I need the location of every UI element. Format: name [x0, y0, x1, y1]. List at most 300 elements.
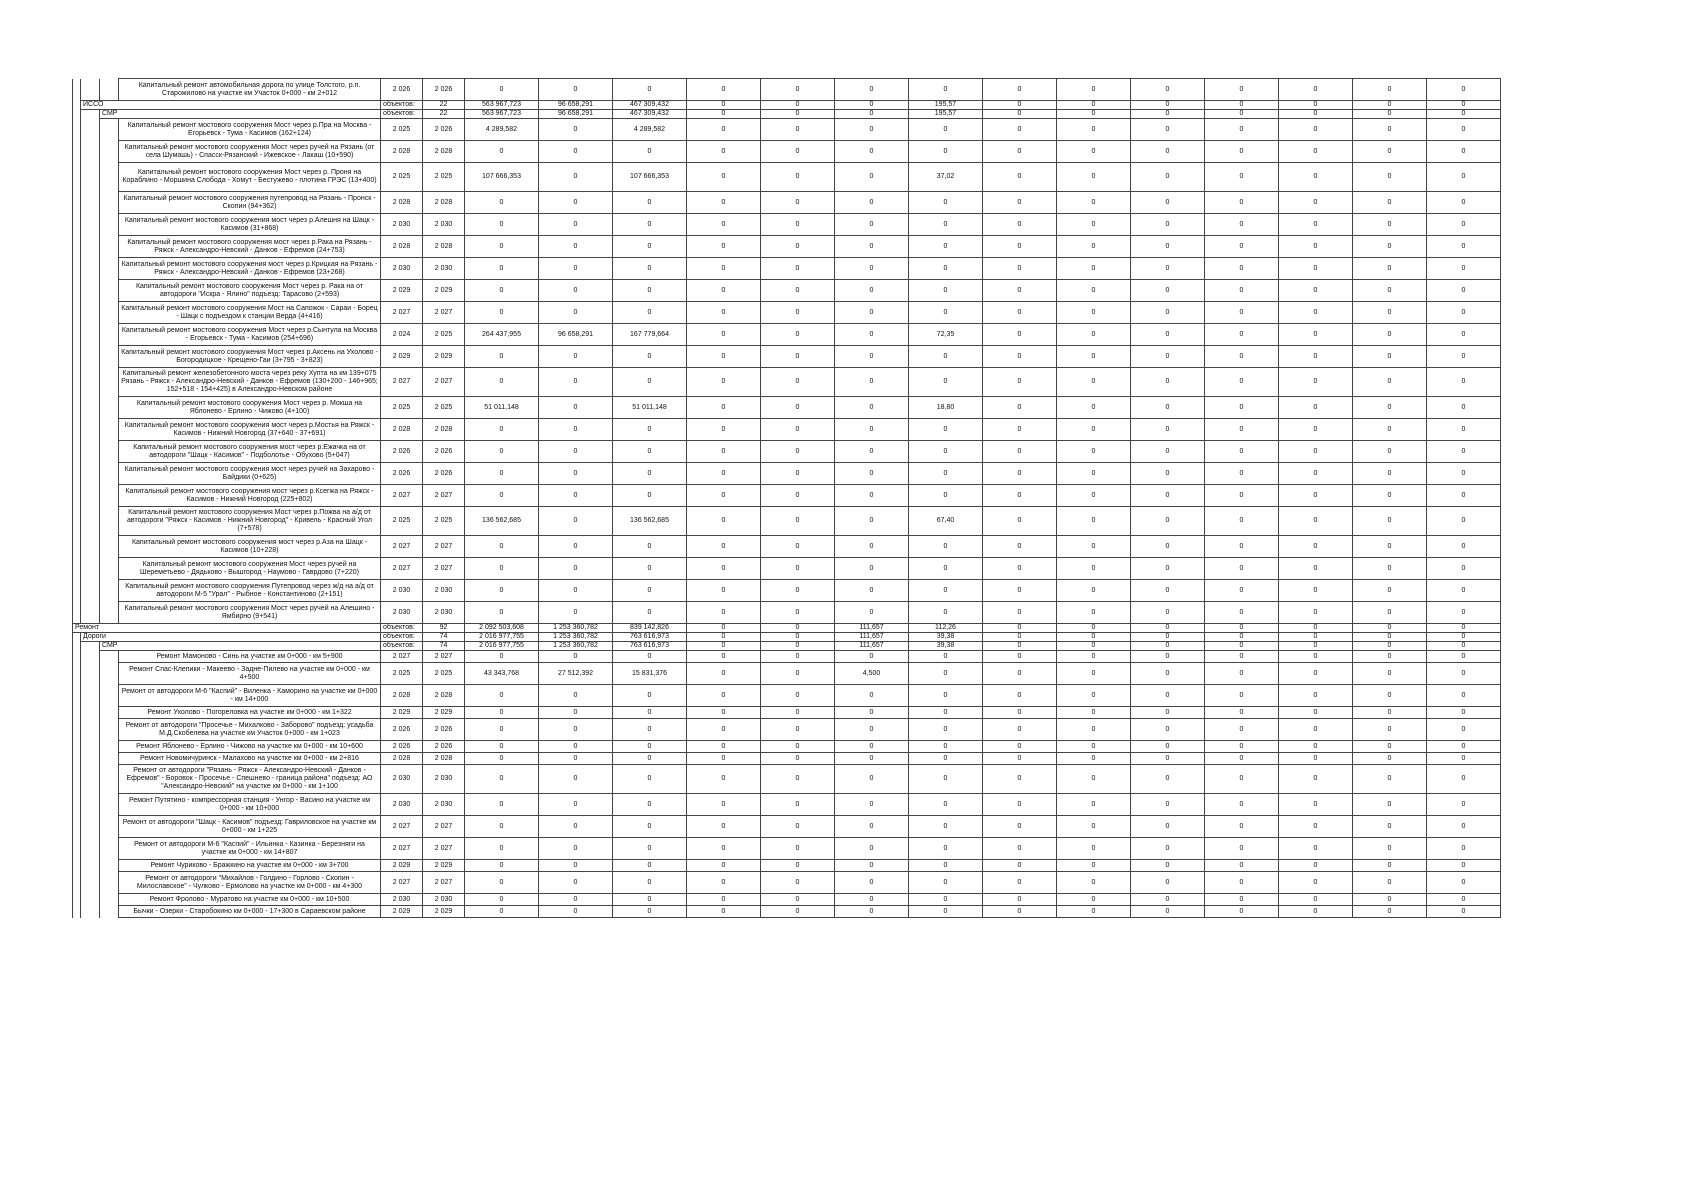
- numeric-cell: 0: [909, 463, 983, 485]
- numeric-cell: 0: [1427, 580, 1501, 602]
- numeric-cell: 0: [1427, 441, 1501, 463]
- numeric-cell: 0: [1205, 324, 1279, 346]
- numeric-cell: 0: [835, 651, 909, 663]
- numeric-cell: 0: [687, 872, 761, 894]
- numeric-cell: 0: [539, 794, 613, 816]
- numeric-cell: 0: [1131, 507, 1205, 536]
- numeric-cell: 0: [1057, 463, 1131, 485]
- numeric-cell: 4 289,582: [465, 119, 539, 141]
- numeric-cell: 0: [909, 280, 983, 302]
- numeric-cell: 0: [613, 872, 687, 894]
- numeric-cell: 0: [539, 651, 613, 663]
- numeric-cell: 0: [983, 894, 1057, 906]
- numeric-cell: 0: [1057, 302, 1131, 324]
- outline-gutter: [100, 258, 119, 280]
- object-name-cell: Капитальный ремонт железобетонного моста через реку Хупта на км 139+075 Рязань - Ряжск - Александро-Невский - Данков - Ефремов (130+200 - 146+965; 152+518 - 154+425) в Александро-Невском районе: [119, 368, 381, 397]
- numeric-cell: 0: [465, 485, 539, 507]
- numeric-cell: 0: [835, 192, 909, 214]
- object-name-cell: Ремонт Спас-Клепики - Макеево - Задне-Пилево на участке км 0+000 - км 4+500: [119, 663, 381, 685]
- numeric-cell: 0: [835, 101, 909, 110]
- objects-label: объектов:: [381, 101, 423, 110]
- numeric-cell: 0: [983, 441, 1057, 463]
- numeric-cell: 0: [1279, 79, 1353, 101]
- outline-gutter: [100, 441, 119, 463]
- year-cell: 2 025: [381, 163, 423, 192]
- numeric-cell: 0: [909, 79, 983, 101]
- numeric-cell: 0: [761, 906, 835, 918]
- numeric-cell: 0: [1279, 258, 1353, 280]
- numeric-cell: 0: [1279, 324, 1353, 346]
- numeric-cell: 0: [1427, 119, 1501, 141]
- outline-gutter: [81, 765, 100, 794]
- numeric-cell: 0: [539, 441, 613, 463]
- object-name-cell: Капитальный ремонт мостового сооружения Мост через р.Пожва на а/д от автодороги "Ряжск - Касимов - Нижний Новгород" - Кривель - Красный Угол (7+578): [119, 507, 381, 536]
- numeric-cell: 0: [1427, 280, 1501, 302]
- numeric-cell: 0: [1427, 558, 1501, 580]
- numeric-cell: 0: [1427, 860, 1501, 872]
- outline-gutter: [81, 558, 100, 580]
- numeric-cell: 0: [1427, 419, 1501, 441]
- group-label: СМР: [100, 642, 381, 651]
- outline-gutter: [100, 536, 119, 558]
- numeric-cell: 0: [1205, 872, 1279, 894]
- numeric-cell: 0: [1131, 633, 1205, 642]
- numeric-cell: 0: [1057, 368, 1131, 397]
- numeric-cell: 0: [1279, 536, 1353, 558]
- numeric-cell: 0: [1131, 602, 1205, 624]
- numeric-cell: 0: [1205, 624, 1279, 633]
- numeric-cell: 0: [1131, 663, 1205, 685]
- table-body: [73, 79, 1501, 918]
- year-cell: 2 030: [381, 894, 423, 906]
- object-name-cell: Ремонт Яблонево - Ерлино - Чижово на участке км 0+000 - км 10+600: [119, 741, 381, 753]
- outline-gutter: [100, 119, 119, 141]
- year-cell: 2 027: [381, 302, 423, 324]
- numeric-cell: 39,38: [909, 642, 983, 651]
- numeric-cell: 0: [835, 302, 909, 324]
- numeric-cell: 0: [1205, 302, 1279, 324]
- outline-gutter: [73, 368, 81, 397]
- numeric-cell: 0: [1205, 765, 1279, 794]
- numeric-cell: 74: [423, 633, 465, 642]
- numeric-cell: 0: [1057, 141, 1131, 163]
- numeric-cell: 0: [761, 580, 835, 602]
- numeric-cell: 0: [1057, 441, 1131, 463]
- outline-gutter: [100, 397, 119, 419]
- year-cell: 2 030: [381, 794, 423, 816]
- outline-gutter: [73, 192, 81, 214]
- numeric-cell: 0: [983, 651, 1057, 663]
- outline-gutter: [73, 558, 81, 580]
- numeric-cell: 0: [1427, 651, 1501, 663]
- year-cell: 2 029: [381, 346, 423, 368]
- numeric-cell: 0: [761, 602, 835, 624]
- numeric-cell: 0: [1353, 894, 1427, 906]
- numeric-cell: 0: [465, 141, 539, 163]
- numeric-cell: 0: [613, 258, 687, 280]
- year-cell: 2 027: [381, 872, 423, 894]
- year-cell: 2 026: [381, 719, 423, 741]
- year-cell: 2 025: [381, 507, 423, 536]
- year-cell: 2 028: [423, 753, 465, 765]
- numeric-cell: 0: [465, 602, 539, 624]
- numeric-cell: 0: [761, 236, 835, 258]
- outline-gutter: [81, 794, 100, 816]
- numeric-cell: 0: [909, 838, 983, 860]
- numeric-cell: 0: [539, 838, 613, 860]
- numeric-cell: 0: [613, 685, 687, 707]
- numeric-cell: 0: [465, 860, 539, 872]
- numeric-cell: 0: [983, 324, 1057, 346]
- outline-gutter: [73, 536, 81, 558]
- numeric-cell: 0: [761, 860, 835, 872]
- numeric-cell: 0: [1131, 192, 1205, 214]
- object-name-cell: Ремонт от автодороги "Михайлов - Голдино - Горлово - Скопин - Милославское" - Чулково - Ермолово на участке км 0+000 - км 4+300: [119, 872, 381, 894]
- outline-gutter: [73, 633, 81, 642]
- numeric-cell: 22: [423, 110, 465, 119]
- numeric-cell: 0: [465, 214, 539, 236]
- year-cell: 2 029: [381, 906, 423, 918]
- numeric-cell: 167 779,664: [613, 324, 687, 346]
- numeric-cell: 0: [1427, 141, 1501, 163]
- numeric-cell: 0: [1131, 258, 1205, 280]
- numeric-cell: 39,38: [909, 633, 983, 642]
- outline-gutter: [73, 214, 81, 236]
- numeric-cell: 0: [909, 558, 983, 580]
- numeric-cell: 0: [1205, 816, 1279, 838]
- numeric-cell: 0: [465, 258, 539, 280]
- numeric-cell: 0: [613, 192, 687, 214]
- numeric-cell: 0: [687, 441, 761, 463]
- numeric-cell: 0: [1057, 324, 1131, 346]
- outline-gutter: [73, 651, 81, 663]
- numeric-cell: 0: [1279, 663, 1353, 685]
- numeric-cell: 0: [761, 163, 835, 192]
- numeric-cell: 0: [613, 906, 687, 918]
- numeric-cell: 0: [761, 485, 835, 507]
- object-name-cell: Капитальный ремонт мостового сооружения Мост через р. Мокша на Яблонево - Ерлино - Чижово (4+100): [119, 397, 381, 419]
- numeric-cell: 0: [1131, 860, 1205, 872]
- outline-gutter: [73, 463, 81, 485]
- object-name-cell: Капитальный ремонт мостового сооружения мост через р.Аза на Шацк - Касимов (10+228): [119, 536, 381, 558]
- outline-gutter: [81, 685, 100, 707]
- numeric-cell: 0: [1279, 906, 1353, 918]
- numeric-cell: 0: [1279, 707, 1353, 719]
- numeric-cell: 0: [465, 741, 539, 753]
- numeric-cell: 0: [1279, 651, 1353, 663]
- table-row: [73, 741, 1501, 753]
- numeric-cell: 0: [835, 816, 909, 838]
- year-cell: 2 027: [381, 816, 423, 838]
- numeric-cell: 0: [761, 192, 835, 214]
- numeric-cell: 0: [539, 192, 613, 214]
- numeric-cell: 18,80: [909, 397, 983, 419]
- numeric-cell: 0: [613, 485, 687, 507]
- numeric-cell: 0: [1131, 741, 1205, 753]
- numeric-cell: 0: [1353, 685, 1427, 707]
- numeric-cell: 0: [613, 368, 687, 397]
- numeric-cell: 0: [761, 119, 835, 141]
- outline-gutter: [81, 816, 100, 838]
- numeric-cell: 0: [1427, 838, 1501, 860]
- object-name-cell: Бычки - Озерки - Старобокино км 0+000 - 17+300 в Сараевском районе: [119, 906, 381, 918]
- numeric-cell: 0: [539, 346, 613, 368]
- table-row: [73, 753, 1501, 765]
- year-cell: 2 026: [381, 741, 423, 753]
- numeric-cell: 0: [613, 558, 687, 580]
- group-header-row: [73, 110, 1501, 119]
- numeric-cell: 0: [1427, 79, 1501, 101]
- year-cell: 2 028: [423, 192, 465, 214]
- numeric-cell: 0: [983, 685, 1057, 707]
- numeric-cell: 0: [1353, 558, 1427, 580]
- numeric-cell: 0: [983, 624, 1057, 633]
- numeric-cell: 0: [1131, 642, 1205, 651]
- numeric-cell: 43 343,768: [465, 663, 539, 685]
- numeric-cell: 0: [835, 507, 909, 536]
- outline-gutter: [100, 163, 119, 192]
- table-row: [73, 794, 1501, 816]
- numeric-cell: 0: [1205, 741, 1279, 753]
- repair-schedule-table: [72, 78, 1501, 918]
- numeric-cell: 0: [1427, 872, 1501, 894]
- numeric-cell: 0: [1131, 163, 1205, 192]
- numeric-cell: 0: [1353, 119, 1427, 141]
- numeric-cell: 0: [539, 79, 613, 101]
- numeric-cell: 0: [909, 794, 983, 816]
- numeric-cell: 0: [687, 463, 761, 485]
- outline-gutter: [73, 419, 81, 441]
- numeric-cell: 0: [613, 838, 687, 860]
- numeric-cell: 0: [539, 141, 613, 163]
- numeric-cell: 0: [835, 141, 909, 163]
- numeric-cell: 0: [835, 119, 909, 141]
- numeric-cell: 0: [1353, 236, 1427, 258]
- outline-gutter: [73, 485, 81, 507]
- numeric-cell: 0: [1131, 816, 1205, 838]
- numeric-cell: 0: [835, 79, 909, 101]
- outline-gutter: [81, 741, 100, 753]
- year-cell: 2 030: [381, 602, 423, 624]
- numeric-cell: 0: [1205, 685, 1279, 707]
- outline-gutter: [81, 906, 100, 918]
- numeric-cell: 0: [835, 753, 909, 765]
- table-row: [73, 302, 1501, 324]
- numeric-cell: 0: [761, 101, 835, 110]
- year-cell: 2 025: [423, 324, 465, 346]
- numeric-cell: 0: [983, 741, 1057, 753]
- group-label: Дороги: [81, 633, 381, 642]
- outline-gutter: [73, 580, 81, 602]
- numeric-cell: 0: [835, 719, 909, 741]
- numeric-cell: 0: [1279, 141, 1353, 163]
- year-cell: 2 027: [423, 651, 465, 663]
- numeric-cell: 0: [761, 397, 835, 419]
- numeric-cell: 22: [423, 101, 465, 110]
- numeric-cell: 0: [465, 558, 539, 580]
- table-row: [73, 872, 1501, 894]
- numeric-cell: 0: [1279, 558, 1353, 580]
- numeric-cell: 0: [1353, 258, 1427, 280]
- numeric-cell: 0: [761, 741, 835, 753]
- numeric-cell: 0: [1057, 419, 1131, 441]
- outline-gutter: [73, 602, 81, 624]
- numeric-cell: 0: [835, 163, 909, 192]
- numeric-cell: 0: [983, 765, 1057, 794]
- year-cell: 2 027: [381, 651, 423, 663]
- object-name-cell: Ремонт Путятино - компрессорная станция - Унгор - Васино на участке км 0+000 - км 10+000: [119, 794, 381, 816]
- numeric-cell: 0: [1427, 236, 1501, 258]
- numeric-cell: 0: [1205, 214, 1279, 236]
- year-cell: 2 030: [423, 258, 465, 280]
- object-name-cell: Капитальный ремонт мостового сооружения Мост через р.Сынтула на Москва - Егорьевск - Тума - Касимов (254+696): [119, 324, 381, 346]
- numeric-cell: 0: [1205, 79, 1279, 101]
- numeric-cell: 0: [1131, 685, 1205, 707]
- outline-gutter: [73, 753, 81, 765]
- year-cell: 2 030: [423, 894, 465, 906]
- numeric-cell: 0: [687, 794, 761, 816]
- numeric-cell: 0: [1057, 346, 1131, 368]
- numeric-cell: 0: [613, 214, 687, 236]
- numeric-cell: 0: [1131, 346, 1205, 368]
- numeric-cell: 0: [1279, 163, 1353, 192]
- numeric-cell: 72,35: [909, 324, 983, 346]
- year-cell: 2 030: [381, 214, 423, 236]
- outline-gutter: [73, 397, 81, 419]
- year-cell: 2 028: [381, 236, 423, 258]
- numeric-cell: 0: [983, 753, 1057, 765]
- numeric-cell: 0: [1057, 860, 1131, 872]
- outline-gutter: [73, 663, 81, 685]
- numeric-cell: 839 142,826: [613, 624, 687, 633]
- outline-gutter: [81, 141, 100, 163]
- numeric-cell: 195,57: [909, 101, 983, 110]
- year-cell: 2 026: [423, 441, 465, 463]
- numeric-cell: 111,657: [835, 633, 909, 642]
- outline-gutter: [100, 872, 119, 894]
- numeric-cell: 0: [983, 110, 1057, 119]
- outline-gutter: [81, 346, 100, 368]
- numeric-cell: 0: [1353, 794, 1427, 816]
- numeric-cell: 0: [613, 753, 687, 765]
- numeric-cell: 0: [613, 79, 687, 101]
- numeric-cell: 0: [1057, 602, 1131, 624]
- table-row: [73, 441, 1501, 463]
- outline-gutter: [81, 651, 100, 663]
- numeric-cell: 0: [1131, 280, 1205, 302]
- numeric-cell: 0: [613, 280, 687, 302]
- numeric-cell: 0: [465, 536, 539, 558]
- object-name-cell: Капитальный ремонт мостового сооружения мост через р.Крицкая на Рязань - Ряжск - Александро-Невский - Данков - Ефремов (23+268): [119, 258, 381, 280]
- numeric-cell: 0: [613, 302, 687, 324]
- numeric-cell: 0: [1205, 368, 1279, 397]
- outline-gutter: [100, 602, 119, 624]
- numeric-cell: 0: [539, 719, 613, 741]
- numeric-cell: 0: [1131, 324, 1205, 346]
- numeric-cell: 2 016 977,755: [465, 633, 539, 642]
- numeric-cell: 111,657: [835, 624, 909, 633]
- outline-gutter: [81, 192, 100, 214]
- numeric-cell: 0: [1279, 872, 1353, 894]
- numeric-cell: 0: [465, 192, 539, 214]
- outline-gutter: [81, 79, 100, 101]
- numeric-cell: 0: [835, 419, 909, 441]
- numeric-cell: 0: [983, 280, 1057, 302]
- year-cell: 2 027: [423, 536, 465, 558]
- numeric-cell: 0: [1427, 258, 1501, 280]
- year-cell: 2 026: [423, 119, 465, 141]
- numeric-cell: 0: [613, 441, 687, 463]
- numeric-cell: 0: [687, 419, 761, 441]
- numeric-cell: 0: [1131, 302, 1205, 324]
- numeric-cell: 0: [1205, 707, 1279, 719]
- numeric-cell: 0: [1205, 258, 1279, 280]
- table-row: [73, 838, 1501, 860]
- numeric-cell: 0: [983, 302, 1057, 324]
- group-header-row: [73, 101, 1501, 110]
- numeric-cell: 467 309,432: [613, 101, 687, 110]
- object-name-cell: Ремонт Мамоново - Синь на участке км 0+000 - км 5+900: [119, 651, 381, 663]
- numeric-cell: 0: [613, 741, 687, 753]
- year-cell: 2 030: [423, 214, 465, 236]
- numeric-cell: 0: [761, 633, 835, 642]
- object-name-cell: Капитальный ремонт мостового сооружения Мост через р. Рака на от автодороги "Искра - Ялино" подъезд: Тарасово (2+593): [119, 280, 381, 302]
- numeric-cell: 0: [835, 110, 909, 119]
- numeric-cell: 0: [613, 346, 687, 368]
- year-cell: 2 030: [423, 794, 465, 816]
- numeric-cell: 0: [1205, 119, 1279, 141]
- outline-gutter: [100, 707, 119, 719]
- outline-gutter: [81, 838, 100, 860]
- numeric-cell: 0: [1353, 141, 1427, 163]
- numeric-cell: 0: [761, 258, 835, 280]
- numeric-cell: 0: [1057, 685, 1131, 707]
- numeric-cell: 0: [1057, 236, 1131, 258]
- numeric-cell: 0: [1205, 794, 1279, 816]
- numeric-cell: 0: [1427, 214, 1501, 236]
- outline-gutter: [100, 558, 119, 580]
- numeric-cell: 0: [835, 258, 909, 280]
- numeric-cell: 0: [1205, 719, 1279, 741]
- table-row: [73, 894, 1501, 906]
- numeric-cell: 0: [1205, 192, 1279, 214]
- outline-gutter: [81, 602, 100, 624]
- numeric-cell: 0: [835, 558, 909, 580]
- numeric-cell: 0: [687, 346, 761, 368]
- year-cell: 2 027: [423, 838, 465, 860]
- numeric-cell: 0: [1279, 624, 1353, 633]
- numeric-cell: 0: [687, 663, 761, 685]
- numeric-cell: 0: [909, 906, 983, 918]
- object-name-cell: Капитальный ремонт мостового сооружения Мост через р. Проня на Кораблино - Моршина Слобода - Хомут - Бестужево - плотина ГРЭС (13+400): [119, 163, 381, 192]
- year-cell: 2 028: [381, 753, 423, 765]
- table-row: [73, 685, 1501, 707]
- numeric-cell: 0: [539, 536, 613, 558]
- numeric-cell: 0: [761, 280, 835, 302]
- outline-gutter: [81, 214, 100, 236]
- table-row: [73, 280, 1501, 302]
- numeric-cell: 107 666,353: [465, 163, 539, 192]
- numeric-cell: 0: [909, 302, 983, 324]
- numeric-cell: 0: [687, 719, 761, 741]
- numeric-cell: 0: [687, 624, 761, 633]
- numeric-cell: 0: [1205, 441, 1279, 463]
- numeric-cell: 0: [1353, 79, 1427, 101]
- numeric-cell: 0: [1057, 794, 1131, 816]
- outline-gutter: [73, 141, 81, 163]
- numeric-cell: 0: [539, 816, 613, 838]
- outline-gutter: [73, 236, 81, 258]
